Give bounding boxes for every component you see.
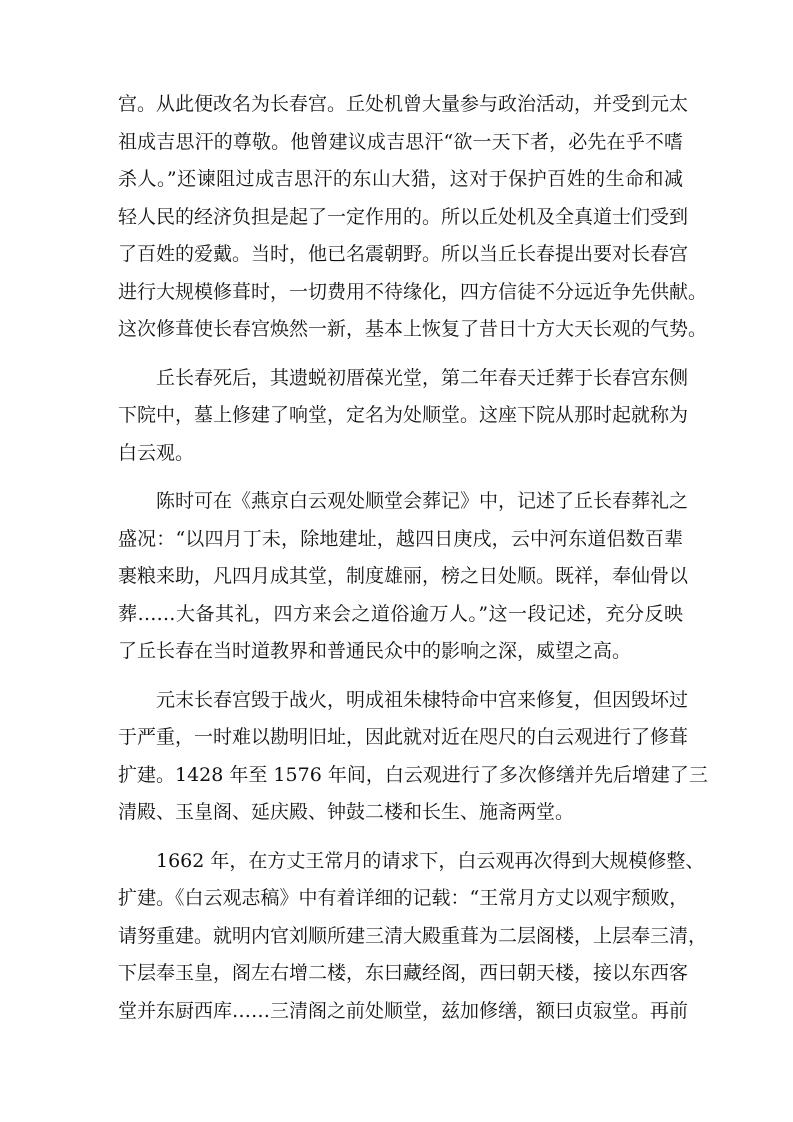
paragraph-funeral-record (118, 483, 689, 671)
text-line: 扩建。《白云观志稿》中有着详细的记载：“王常月方丈以观宇颓败， (118, 887, 689, 909)
text-line: 祖成吉思汗的尊敬。他曾建议成吉思汗“欲一天下者，必先在乎不嗜 (118, 130, 683, 153)
text-line: 葬……大备其礼，四方来会之道俗逾万人。”这一段记述，充分反映 (118, 602, 683, 625)
text-line: 轻人民的经济负担是起了一定作用的。所以丘处机及全真道士们受到 (118, 205, 689, 228)
text-line: 白云观。 (118, 441, 195, 464)
text-line: 宫。从此便改名为长春宫。丘处机曾大量参与政治活动，并受到元太 (118, 93, 689, 115)
text-line: 了丘长春在当时道教界和普通民众中的影响之深，威望之高。 (118, 640, 632, 662)
text-line: 陈时可在《燕京白云观处顺堂会葬记》中，记述了丘长春葬礼之 (156, 490, 689, 512)
paragraph-chushun-hall (118, 360, 689, 473)
document-body (118, 86, 708, 1030)
text-line: 进行大规模修葺时，一切费用不待缘化，四方信徒不分远近争先供献。 (118, 280, 708, 303)
text-line: 盛况：“以四月丁未，除地建址，越四日庚戌，云中河东道侣数百辈 (118, 527, 683, 550)
text-line: 扩建。1428 年至 1576 年间，白云观进行了多次修缮并先后增建了三 (118, 763, 708, 786)
paragraph-ming-restoration (118, 682, 708, 832)
text-line: 清殿、玉皇阁、延庆殿、钟鼓二楼和长生、施斋两堂。 (118, 801, 575, 823)
text-line: 杀人。”还谏阻过成吉思汗的东山大猎，这对于保护百姓的生命和减 (118, 168, 683, 190)
text-line: 下层奉玉皇，阁左右增二楼，东曰藏经阁，西曰朝天楼，接以东西客 (118, 962, 689, 984)
text-line: 裹粮来助，凡四月成其堂，制度雄丽，榜之日处顺。既祥，奉仙骨以 (118, 565, 689, 587)
text-line: 请努重建。就明内官刘顺所建三清大殿重葺为二层阁楼，上层奉三清， (118, 924, 708, 947)
text-line: 这次修葺使长春宫焕然一新，基本上恢复了昔日十方大天长观的气势。 (118, 318, 708, 340)
paragraph-changchun-palace (118, 86, 708, 349)
text-line: 丘长春死后，其遗蜕初厝葆光堂，第二年春天迁葬于长春宫东侧 (156, 366, 689, 389)
paragraph-qing-expansion (118, 843, 708, 1031)
text-line: 下院中，墓上修建了响堂，定名为处顺堂。这座下院从那时起就称为 (118, 404, 689, 426)
text-line: 堂并东厨西库……三清阁之前处顺堂，兹加修缮，额曰贞寂堂。再前 (118, 999, 689, 1022)
text-line: 于严重，一时难以勘明旧址，因此就对近在咫尺的白云观进行了修葺 (118, 726, 689, 748)
text-line: 元末长春宫毁于战火，明成祖朱棣特命中宫来修复，但因毁坏过 (156, 688, 689, 711)
text-line: 了百姓的爱戴。当时，他已名震朝野。所以当丘长春提出要对长春宫 (118, 243, 689, 265)
text-line: 1662 年，在方丈王常月的请求下，白云观再次得到大规模修整、 (156, 849, 705, 872)
